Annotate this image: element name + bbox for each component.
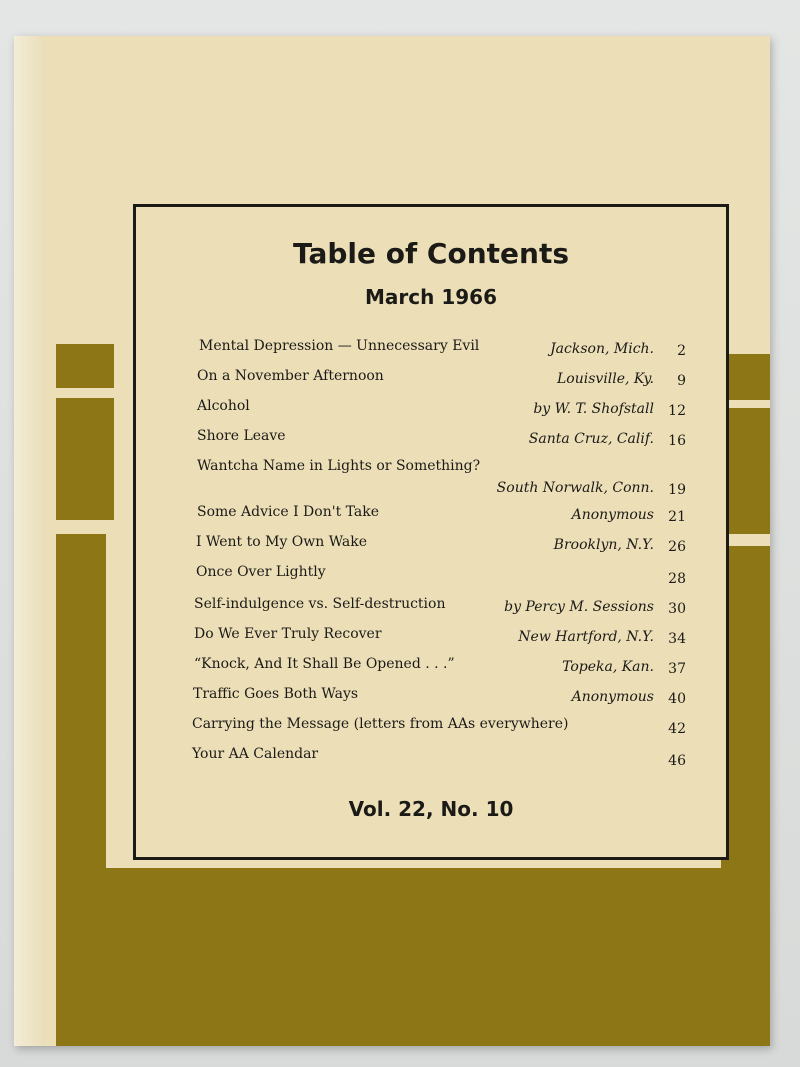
entry-title: Carrying the Message (letters from AAs everywhere) [192,716,569,732]
entry-title: Mental Depression — Unnecessary Evil [199,338,480,354]
entry-title: Once Over Lightly [196,564,326,580]
entry-title: Wantcha Name in Lights or Something? [197,458,481,474]
toc-entry [136,458,726,498]
entry-page: 21 [668,509,686,525]
entry-title: Traffic Goes Both Ways [193,686,359,702]
entry-title: Self-indulgence vs. Self-destruction [194,596,446,612]
entry-page: 9 [677,373,686,389]
entry-author: New Hartford, N.Y. [518,629,654,645]
table-of-contents-box [133,204,729,860]
entry-page: 2 [677,343,686,359]
entry-author: Topeka, Kan. [562,659,654,675]
entry-author: Louisville, Ky. [557,371,654,387]
entry-author: Brooklyn, N.Y. [553,537,654,553]
band-left-upper [56,344,114,388]
entry-title: I Went to My Own Wake [196,534,368,550]
entry-page: 34 [668,631,686,647]
entry-page: 26 [668,539,686,555]
entry-title: Your AA Calendar [192,746,319,762]
entry-title: Alcohol [197,398,250,414]
band-bottom [56,868,770,1046]
entry-title: On a November Afternoon [197,368,384,384]
entry-page: 46 [668,753,686,769]
entry-page: 19 [668,482,686,498]
magazine-back-cover [14,36,770,1046]
entry-title: Shore Leave [197,428,286,444]
entry-page: 30 [668,601,686,617]
entry-author: South Norwalk, Conn. [496,480,654,496]
toc-entry [136,746,726,786]
entry-title: “Knock, And It Shall Be Opened . . .” [194,656,455,672]
entry-author: Anonymous [571,507,654,523]
entry-author: Anonymous [571,689,654,705]
entry-author: Jackson, Mich. [550,341,654,357]
entry-author: by W. T. Shofstall [533,401,654,417]
entry-title: Do We Ever Truly Recover [194,626,382,642]
entry-title: Some Advice I Don't Take [197,504,380,520]
entry-page: 28 [668,571,686,587]
entry-page: 16 [668,433,686,449]
entry-page: 40 [668,691,686,707]
entry-page: 42 [668,721,686,737]
cover-surface [46,36,770,1046]
issue-date: March 1966 [365,285,497,309]
entry-author: Santa Cruz, Calif. [528,431,654,447]
entry-page: 12 [668,403,686,419]
volume-number: Vol. 22, No. 10 [348,797,514,821]
entry-page: 37 [668,661,686,677]
toc-title: Table of Contents [292,237,569,270]
page-edges [14,36,47,1046]
band-left-middle [56,398,114,520]
entry-author: by Percy M. Sessions [504,599,654,615]
